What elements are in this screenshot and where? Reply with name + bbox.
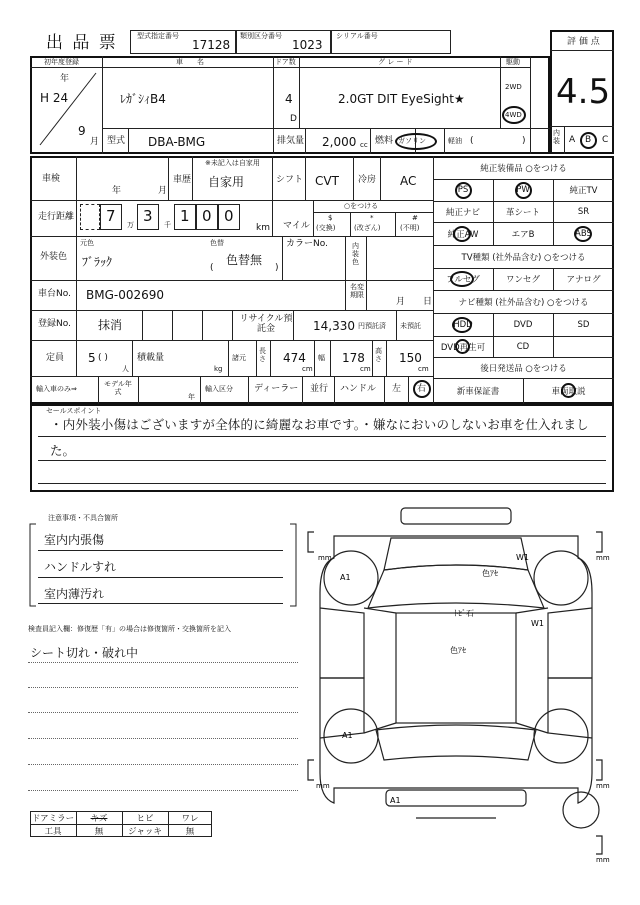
import-label: 輸入車のみ⇒ <box>36 385 77 393</box>
mark-a1-front-left: A1 <box>340 573 351 582</box>
car-name-value: ﾚｶﾞｼｨB4 <box>120 92 166 106</box>
year-unit: 年 <box>60 74 70 84</box>
navi-hdd-circle <box>452 317 472 333</box>
tv-fullseg: フルセグ <box>446 275 480 285</box>
drive-4wd: 4WD <box>505 111 522 119</box>
mile-label: マイル <box>283 221 310 231</box>
width-label: 幅 <box>318 354 325 362</box>
later-title: 後日発送品 ○をつける <box>480 363 567 374</box>
inspector-note: シート切れ・破れ中 <box>30 646 139 660</box>
altered-sym: * <box>370 214 374 222</box>
first-reg-month: 9 <box>78 124 86 138</box>
length-unit: cm <box>302 365 313 373</box>
navi-sd: SD <box>577 319 590 330</box>
month-unit: 月 <box>90 137 100 147</box>
mm-label-rear-right: mm <box>596 782 610 790</box>
category-label: 類別区分番号 <box>240 32 282 40</box>
color-label: 外装色 <box>40 252 68 262</box>
load-unit: kg <box>214 365 223 373</box>
equip-leather: 革シート <box>505 207 540 218</box>
fuel-label: 燃料 <box>375 136 394 146</box>
capacity-paren: ( ) <box>98 353 108 363</box>
name-change-label: 名変期限 <box>350 283 364 299</box>
capacity-unit: 人 <box>122 365 129 373</box>
interior-a: A <box>569 135 576 145</box>
history-note: ※未記入は自家用 <box>205 159 260 167</box>
color-no-label: カラーNo. <box>286 239 328 249</box>
acc-mirror: ドアミラー <box>31 813 75 824</box>
note-item-1: 室内内張傷 <box>44 533 105 547</box>
height-label: 高さ <box>375 347 382 363</box>
fuel-other-open: ( <box>470 136 474 146</box>
acc-tools: 工具 <box>44 826 62 837</box>
doors-value: 4 <box>285 92 293 106</box>
navi-dvd: DVD <box>513 319 533 330</box>
displacement-label: 排気量 <box>277 136 305 146</box>
first-reg-era: H 24 <box>40 91 69 105</box>
fuel-other-close: ) <box>522 136 526 146</box>
mileage-digit-5: 0 <box>224 207 234 225</box>
ac-value: AC <box>400 174 417 188</box>
history-value: 自家用 <box>208 175 245 189</box>
height-unit: cm <box>418 365 429 373</box>
tv-oneseg: ワンセグ <box>505 275 540 285</box>
history-label: 車歴 <box>173 175 192 185</box>
later-manual-circle <box>561 383 576 398</box>
mark-color-front: 色ｱｾ <box>482 569 498 578</box>
equip-airbag: エアB <box>511 229 535 240</box>
sen-unit: 千 <box>164 221 171 229</box>
equip-aw: 純正AW <box>447 229 479 240</box>
registration-value: 抹消 <box>98 318 123 332</box>
width-unit: cm <box>360 365 371 373</box>
chassis-value: BMG-002690 <box>86 288 165 302</box>
mileage-digit-4: 0 <box>202 207 212 225</box>
tv-fullseg-circle <box>450 271 474 287</box>
mileage-label: 走行距離 <box>38 212 75 222</box>
inspection-year-unit: 年 <box>112 186 122 196</box>
km-unit: km <box>256 223 270 233</box>
repaint-label: 色替 <box>210 239 224 247</box>
name-day-unit: 日 <box>423 297 433 307</box>
doors-label: ドア数 <box>275 58 296 66</box>
parallel-label: 並行 <box>310 384 329 394</box>
equip-sr: SR <box>577 206 590 217</box>
original-color-value: ﾌﾞﾗｯｸ <box>82 255 113 269</box>
width-value: 178 <box>342 351 365 365</box>
score-value: 4.5 <box>556 72 611 112</box>
notes-label: 注意事項・不具合箇所 <box>48 514 118 522</box>
navi-title: ナビ種類 (社外品含む) ○をつける <box>458 297 589 308</box>
right-label: 右 <box>417 384 427 394</box>
shift-value: CVT <box>315 174 339 188</box>
length-label: 長さ <box>259 347 266 363</box>
mark-w1-front-right: W1 <box>516 553 529 562</box>
height-value: 150 <box>399 351 422 365</box>
type-value: DBA-BMG <box>148 135 206 149</box>
interior-c: C <box>602 135 609 145</box>
navi-dvd-play-circle <box>455 339 470 354</box>
capacity-label: 定員 <box>46 353 65 363</box>
exchange-label: (交換) <box>316 224 336 232</box>
equipment-title: 純正装備品 ○をつける <box>480 164 567 174</box>
man-unit: 万 <box>127 221 134 229</box>
mm-label-rear-left: mm <box>316 782 330 790</box>
displacement-unit: cc <box>360 141 368 149</box>
model-designation-value: 17128 <box>192 38 231 52</box>
load-label: 積載量 <box>137 353 165 363</box>
note-item-3: 室内薄汚れ <box>44 587 105 601</box>
mm-label-spare: mm <box>596 856 610 864</box>
import-type-label: 輸入区分 <box>205 385 233 393</box>
registration-label: 登録No. <box>38 319 71 329</box>
interior-label: 内装 <box>553 129 560 145</box>
drive-label: 駆動 <box>506 58 520 66</box>
mileage-digit-3: 1 <box>180 207 190 225</box>
equip-aw-circle <box>453 226 471 242</box>
door-type: D <box>290 114 297 124</box>
acc-jack: ジャッキ <box>128 826 162 837</box>
mileage-digit-2: 3 <box>143 207 153 225</box>
equip-ps-circle <box>455 182 472 199</box>
acc-crack: ヒビ <box>136 813 154 824</box>
model-designation-label: 型式指定番号 <box>137 32 179 40</box>
navi-cd: CD <box>516 341 530 352</box>
navi-hdd: HDD <box>453 319 473 330</box>
capacity-value: 5 <box>88 351 96 365</box>
unknown-label: (不明) <box>400 224 420 232</box>
chassis-label: 車台No. <box>38 289 71 299</box>
inspector-label: 検査員記入欄：修復歴「有」の場合は修復箇所・交換箇所を記入 <box>28 625 231 633</box>
later-manual: 車両取説 <box>551 387 586 397</box>
dims-label: 諸元 <box>232 354 246 362</box>
tv-title: TV種類 (社外品含む) ○をつける <box>461 252 586 263</box>
displacement-value: 2,000 <box>322 135 357 149</box>
first-reg-label: 初年度登録 <box>44 58 79 66</box>
equip-navi: 純正ナビ <box>445 207 480 218</box>
mark-a1-rear-bumper: A1 <box>390 796 401 805</box>
grade-label: グ レ ー ド <box>378 58 413 66</box>
model-year-label: モデル年式 <box>104 380 132 397</box>
interior-color-label: 内装色 <box>352 242 359 267</box>
car-name-label: 車 名 <box>176 58 204 66</box>
length-value: 474 <box>283 351 306 365</box>
mm-label-front-right: mm <box>596 554 610 562</box>
mark-color-mid: 色ｱｾ <box>450 646 466 655</box>
car-damage-diagram <box>296 498 616 868</box>
recycle-label: リサイクル預託金 <box>239 314 293 334</box>
mark-w1-right: W1 <box>531 619 544 628</box>
acc-tools-value: 無 <box>94 826 104 837</box>
unknown-sym: # <box>412 214 418 222</box>
recycle-unpaid: 未預託 <box>400 322 421 330</box>
exchange-sym: $ <box>328 214 333 222</box>
type-label: 型式 <box>107 136 126 146</box>
recycle-status: 円預託済 <box>358 322 386 330</box>
original-color-label: 元色 <box>80 239 94 247</box>
model-year-unit: 年 <box>188 393 195 401</box>
repaint-value: 色替無 <box>226 253 263 267</box>
ac-label: 冷房 <box>358 175 377 185</box>
sales-label: セールスポイント <box>46 407 102 415</box>
acc-break: ワレ <box>181 813 199 824</box>
mileage-digit-1: 7 <box>106 207 116 225</box>
altered-label: (改ざん) <box>354 224 381 232</box>
score-label: 評 価 点 <box>567 37 600 47</box>
shift-label: シフト <box>276 175 304 185</box>
later-warranty: 新車保証書 <box>456 387 500 397</box>
note-item-2: ハンドルすれ <box>44 560 117 574</box>
sales-line-1: ・内外装小傷はございますが全体的に綺麗なお車です。・嫌なにおいのしないお車を仕入れまし <box>50 417 589 432</box>
fuel-diesel: 軽油 <box>448 137 462 145</box>
inspection-label: 車検 <box>42 174 61 184</box>
equip-tv: 純正TV <box>569 186 598 196</box>
acc-scratch: キズ <box>90 813 108 824</box>
mm-label-front-left: mm <box>318 554 332 562</box>
recycle-amount: 14,330 <box>313 319 355 333</box>
sales-line-2: た。 <box>50 443 76 458</box>
grade-value: 2.0GT DIT EyeSight★ <box>338 92 465 106</box>
dealer-label: ディーラー <box>254 384 299 394</box>
circle-note: ○をつける <box>344 202 379 210</box>
equip-pw: PW <box>516 185 530 195</box>
tv-analog: アナログ <box>566 275 601 285</box>
interior-b: B <box>585 135 592 145</box>
handle-label: ハンドル <box>340 384 377 394</box>
serial-label: シリアル番号 <box>336 32 378 40</box>
form-title: 出 品 票 <box>46 33 118 53</box>
category-value: 1023 <box>292 38 323 52</box>
name-month-unit: 月 <box>396 297 406 307</box>
left-label: 左 <box>392 384 402 394</box>
equip-abs: ABS <box>575 228 592 239</box>
drive-2wd: 2WD <box>505 83 522 91</box>
mark-a1-rear-left: A1 <box>342 731 353 740</box>
acc-jack-value: 無 <box>185 826 195 837</box>
navi-dvd-play: DVD再生可 <box>440 342 486 353</box>
equip-ps: PS <box>457 185 469 195</box>
equip-abs-circle <box>574 226 592 242</box>
fuel-gas: ガソリン <box>398 137 426 145</box>
mark-chip: ﾄﾋﾞ石 <box>454 609 474 618</box>
inspection-month-unit: 月 <box>158 186 168 196</box>
equip-pw-circle <box>515 182 532 199</box>
